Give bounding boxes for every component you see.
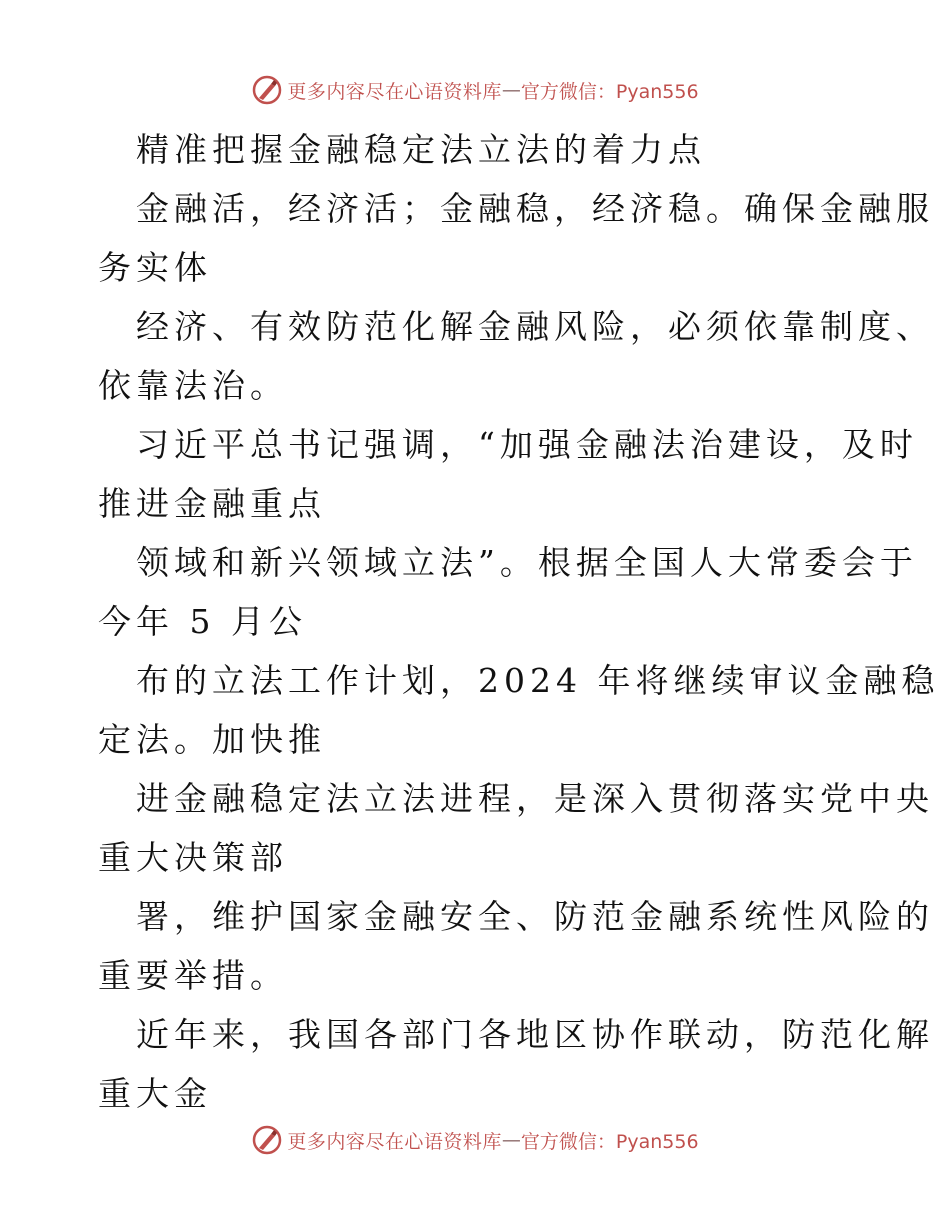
pen-seal-icon — [251, 74, 283, 106]
pen-seal-icon — [251, 1124, 283, 1156]
text-line: 进金融稳定法立法进程，是深入贯彻落实党中央 — [136, 779, 934, 818]
text-line: 推进金融重点 — [98, 484, 326, 523]
watermark-site: 更多内容尽在心语资料库 — [287, 80, 502, 103]
text-line: 署，维护国家金融安全、防范金融系统性风险的 — [136, 897, 934, 936]
text-line: 重大决策部 — [98, 838, 288, 877]
text-line: 务实体 — [98, 248, 212, 287]
text-line: 领域和新兴领域立法”。根据全国人大常委会于 — [136, 543, 918, 582]
text-line: 金融活，经济活；金融稳，经济稳。确保金融服 — [136, 189, 934, 228]
text-line: 重大金 — [98, 1074, 212, 1113]
text-line: 布的立法工作计划，2024 年将继续审议金融稳 — [136, 661, 940, 700]
watermark-separator: — — [501, 1129, 521, 1151]
text-line: 定法。加快推 — [98, 720, 326, 759]
text-line: 经济、有效防范化解金融风险，必须依靠制度、 — [136, 307, 934, 346]
text-line: 习近平总书记强调，“加强金融法治建设，及时 — [136, 425, 918, 464]
text-line: 重要举措。 — [98, 956, 288, 995]
watermark-contact: 官方微信：Pyan556 — [520, 1130, 699, 1153]
watermark-separator: — — [501, 79, 521, 101]
text-line: 依靠法治。 — [98, 366, 288, 405]
document-body — [98, 120, 940, 1123]
text-line: 今年 5 月公 — [98, 602, 307, 641]
footer-watermark — [0, 1120, 950, 1160]
watermark-contact: 官方微信：Pyan556 — [520, 80, 699, 103]
text-line: 精准把握金融稳定法立法的着力点 — [136, 130, 706, 169]
header-watermark — [0, 70, 950, 110]
watermark-site: 更多内容尽在心语资料库 — [287, 1130, 502, 1153]
text-line: 近年来，我国各部门各地区协作联动，防范化解 — [136, 1015, 934, 1054]
